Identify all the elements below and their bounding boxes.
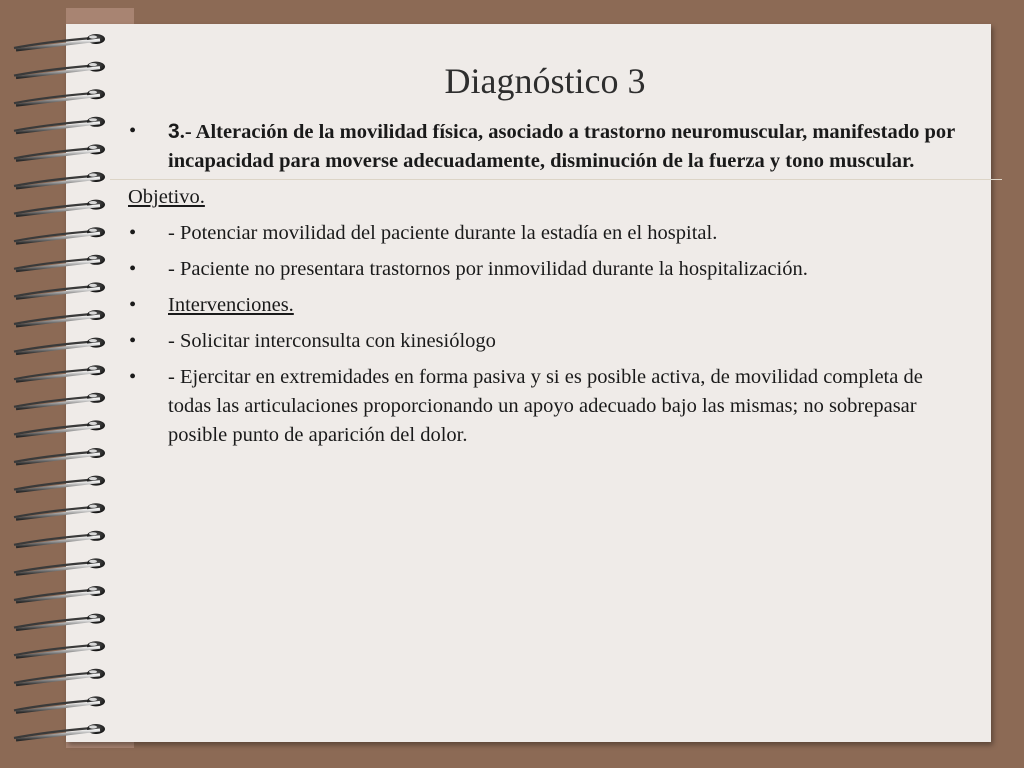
- objective-text: - Potenciar movilidad del paciente durante la estadía en el hospital.: [168, 222, 718, 244]
- interventions-heading: Intervenciones.: [168, 294, 294, 316]
- intervention-item: [128, 327, 958, 356]
- intervention-text: - Solicitar interconsulta con kinesiólogo: [168, 330, 496, 352]
- bullet: •: [129, 294, 137, 316]
- diagnosis-item: [128, 117, 958, 176]
- intervention-item: [128, 363, 958, 450]
- diagnosis-text: .- Alteración de la movilidad física, asociado a trastorno neuromuscular, manifestado por incapacidad para moverse adecuadamente, disminución de la fuerza y tono muscular.: [168, 121, 955, 172]
- intervention-text: - Ejercitar en extremidades en forma pasiva y si es posible activa, de movilidad completa de todas las articulaciones proporcionando un apoyo adecuado bajo las mismas; no sobrepasar posible punto de aparición del dolor.: [168, 366, 923, 446]
- bullet: •: [129, 366, 137, 388]
- bullet: •: [129, 120, 137, 142]
- objective-item: [128, 255, 958, 284]
- interventions-heading-item: [128, 291, 958, 320]
- diagnosis-number: 3: [168, 120, 180, 143]
- objective-item: [128, 219, 958, 248]
- bullet: •: [129, 330, 137, 352]
- bullet: •: [129, 222, 137, 244]
- bullet: •: [129, 258, 137, 280]
- objective-heading: Objetivo.: [128, 186, 205, 208]
- slide-content: [128, 117, 958, 457]
- slide-title: Diagnóstico 3: [444, 61, 646, 101]
- objective-heading-row: [128, 183, 958, 212]
- objective-text: - Paciente no presentara trastornos por inmovilidad durante la hospitalización.: [168, 258, 808, 280]
